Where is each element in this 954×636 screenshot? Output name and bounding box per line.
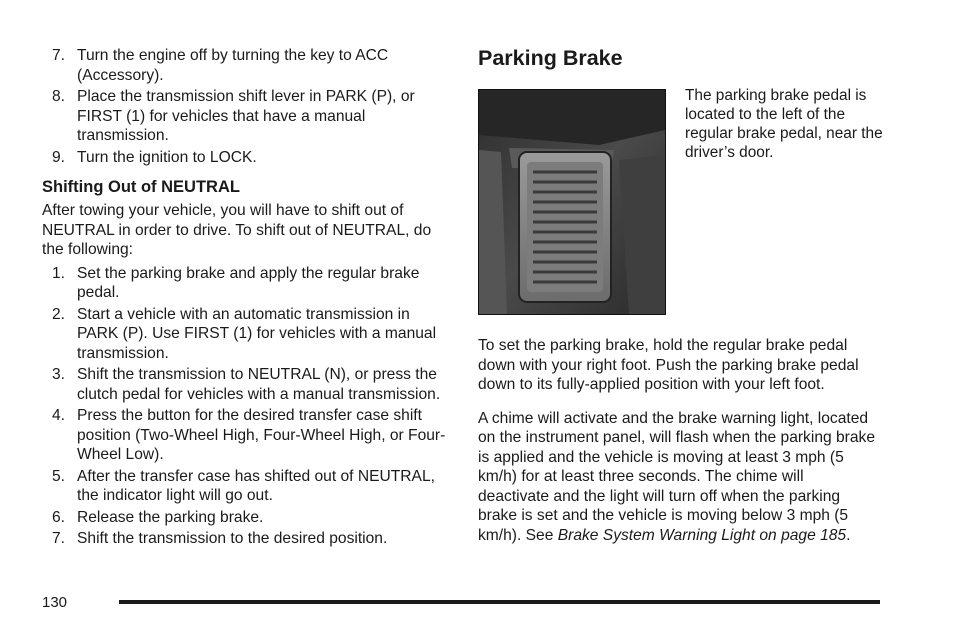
figure-row bbox=[478, 87, 883, 315]
step-text: Press the button for the desired transfer case shift position (Two-Wheel High, Four-Wheel High, or Four-Wheel Low). bbox=[77, 407, 446, 463]
list-item bbox=[42, 467, 447, 506]
step-number: 2. bbox=[52, 305, 66, 323]
step-text: Release the parking brake. bbox=[77, 508, 264, 526]
step-text: Shift the transmission to NEUTRAL (N), or press the clutch pedal for vehicles with a manual transmission. bbox=[77, 366, 441, 403]
step-text: Start a vehicle with an automatic transmission in PARK (P). Use FIRST (1) for vehicles with a manual transmission. bbox=[77, 305, 437, 362]
list-item bbox=[42, 305, 447, 364]
right-column bbox=[478, 44, 883, 545]
list-item bbox=[42, 508, 447, 528]
step-text: Shift the transmission to the desired position. bbox=[77, 530, 388, 547]
step-number: 3. bbox=[52, 366, 66, 383]
cross-reference: Brake System Warning Light on page 185 bbox=[557, 526, 847, 544]
page-title: Parking Brake bbox=[478, 46, 623, 70]
step-number: 5. bbox=[52, 467, 66, 485]
step-number: 7. bbox=[52, 530, 66, 547]
chime-end: . bbox=[846, 526, 851, 544]
page-number: 130 bbox=[42, 594, 68, 611]
step-number: 9. bbox=[52, 148, 66, 166]
step-text: Turn the ignition to LOCK. bbox=[77, 148, 257, 166]
towing-final-steps bbox=[42, 46, 447, 167]
intro-paragraph: After towing your vehicle, you will have to shift out of NEUTRAL in order to drive. To shift out of NEUTRAL, do the following: bbox=[42, 202, 432, 258]
step-number: 6. bbox=[52, 508, 66, 526]
list-item bbox=[42, 148, 447, 168]
step-number: 8. bbox=[52, 88, 66, 105]
parking-brake-pedal-photo bbox=[478, 89, 666, 315]
shift-out-steps bbox=[42, 264, 447, 549]
footer-rule bbox=[119, 600, 880, 604]
left-column bbox=[42, 46, 447, 551]
step-text: After the transfer case has shifted out of NEUTRAL, the indicator light will go out. bbox=[77, 467, 435, 504]
list-item bbox=[42, 406, 447, 465]
list-item bbox=[42, 264, 447, 303]
list-item bbox=[42, 529, 447, 549]
pedal-illustration bbox=[479, 90, 665, 314]
chime-paragraph bbox=[478, 409, 878, 546]
chime-text: A chime will activate and the brake warning light, located on the instrument panel, will flash when the parking brake is applied and the vehicle is moving at least 3 mph (5 km/h) for at least three seconds. The chime will deactivate and the light will turn off when the parking brake is set and the vehicle is moving below 3 mph (5 km/h). See bbox=[478, 409, 876, 544]
step-text: Place the transmission shift lever in PARK (P), or FIRST (1) for vehicles that have a manual transmission. bbox=[77, 88, 415, 144]
step-text: Set the parking brake and apply the regular brake pedal. bbox=[77, 264, 420, 301]
section-heading: Shifting Out of NEUTRAL bbox=[42, 178, 240, 196]
step-text: Turn the engine off by turning the key to ACC (Accessory). bbox=[77, 47, 389, 84]
figure-caption: The parking brake pedal is located to the left of the regular brake pedal, near the driver’s door. bbox=[685, 87, 883, 161]
list-item bbox=[42, 365, 447, 404]
list-item bbox=[42, 87, 447, 146]
step-number: 1. bbox=[52, 264, 66, 282]
step-number: 7. bbox=[52, 47, 66, 64]
step-number: 4. bbox=[52, 407, 66, 424]
set-brake-paragraph: To set the parking brake, hold the regular brake pedal down with your right foot. Push the parking brake pedal down to its fully-applied position with your left foot. bbox=[478, 337, 859, 393]
list-item bbox=[42, 46, 447, 85]
